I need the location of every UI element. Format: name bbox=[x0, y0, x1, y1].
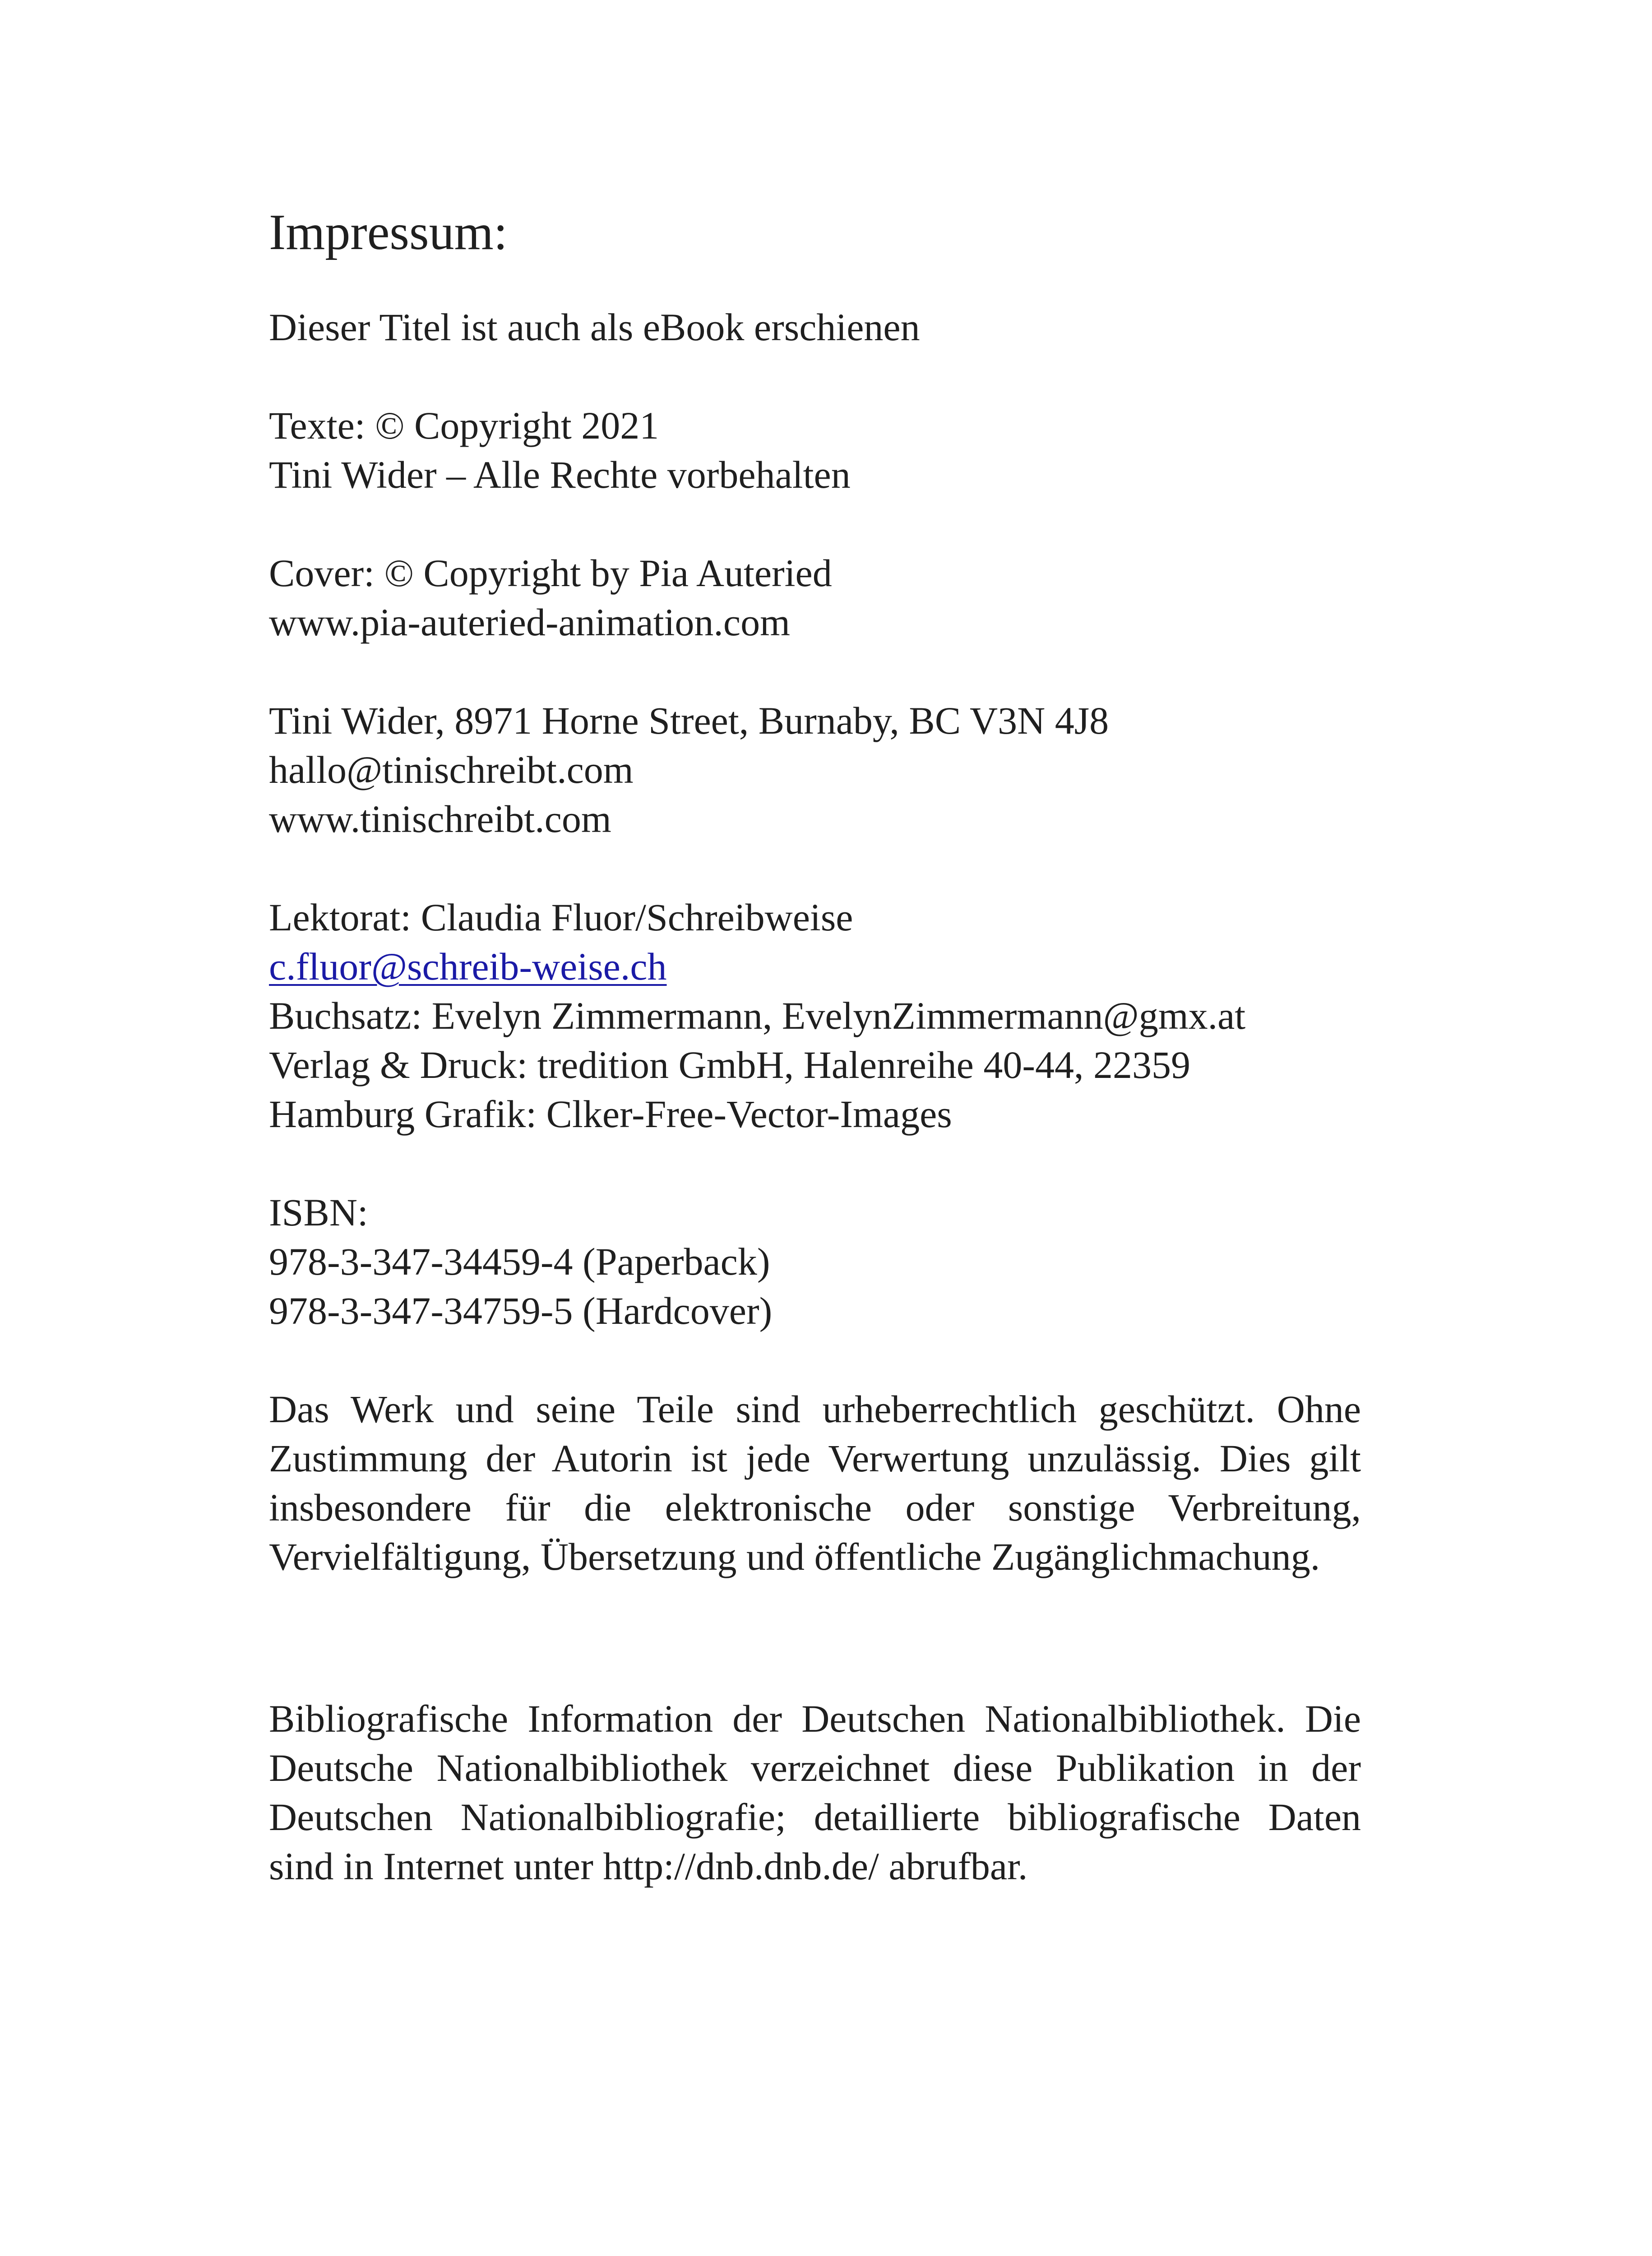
editing-email-line bbox=[269, 942, 1361, 991]
editing-credit: Lektorat: Claudia Fluor/Schreibweise bbox=[269, 896, 853, 939]
publisher-credit: Verlag & Druck: tredition GmbH, Halenreihe 40-44, 22359 bbox=[269, 1043, 1190, 1086]
isbn-hardcover: 978-3-347-34759-5 (Hardcover) bbox=[269, 1289, 773, 1332]
author-website: www.tinischreibt.com bbox=[269, 797, 611, 841]
cover-copyright: Cover: © Copyright by Pia Auteried bbox=[269, 551, 832, 595]
text-copyright-block bbox=[269, 401, 1361, 499]
copyright-notice: Das Werk und seine Teile sind urheberrechtlich geschützt. Ohne Zustimmung der Autorin ist jede Verwertung unzulässig. Dies gilt insbesondere für die elektronische oder sonstige Verbreitung, Vervielfältigung, Übersetzung und öffentliche Zugänglichmachung. bbox=[269, 1387, 1361, 1578]
isbn-label: ISBN: bbox=[269, 1191, 368, 1234]
ebook-note-block bbox=[269, 303, 1361, 352]
isbn-paperback: 978-3-347-34459-4 (Paperback) bbox=[269, 1240, 770, 1283]
ebook-note: Dieser Titel ist auch als eBook erschienen bbox=[269, 305, 920, 349]
bibliographic-notice: Bibliografische Information der Deutschen Nationalbibliothek. Die Deutsche Nationalbibliothek verzeichnet diese Publikation in der Deutschen Nationalbibliografie; detaillierte bibliografische Daten sind in Internet unter http://dnb.dnb.de/ abrufbar. bbox=[269, 1697, 1361, 1888]
author-address: Tini Wider, 8971 Horne Street, Burnaby, BC V3N 4J8 bbox=[269, 699, 1109, 742]
text-copyright: Texte: © Copyright 2021 bbox=[269, 404, 659, 447]
cover-copyright-block bbox=[269, 549, 1361, 647]
isbn-block bbox=[269, 1188, 1361, 1336]
rights-reserved: Tini Wider – Alle Rechte vorbehalten bbox=[269, 453, 851, 496]
cover-website: www.pia-auteried-animation.com bbox=[269, 601, 790, 644]
author-contact-block bbox=[269, 696, 1361, 844]
production-block bbox=[269, 893, 1361, 1139]
author-email: hallo@tinischreibt.com bbox=[269, 748, 634, 791]
typesetting-credit: Buchsatz: Evelyn Zimmermann, EvelynZimmermann@gmx.at bbox=[269, 994, 1246, 1037]
imprint-page bbox=[269, 201, 1361, 1891]
paragraph-spacer bbox=[269, 1581, 1361, 1694]
graphics-credit: Hamburg Grafik: Clker-Free-Vector-Images bbox=[269, 1092, 952, 1136]
page-title: Impressum: bbox=[269, 204, 508, 260]
editing-email-link[interactable]: c.fluor@schreib-weise.ch bbox=[269, 945, 667, 988]
